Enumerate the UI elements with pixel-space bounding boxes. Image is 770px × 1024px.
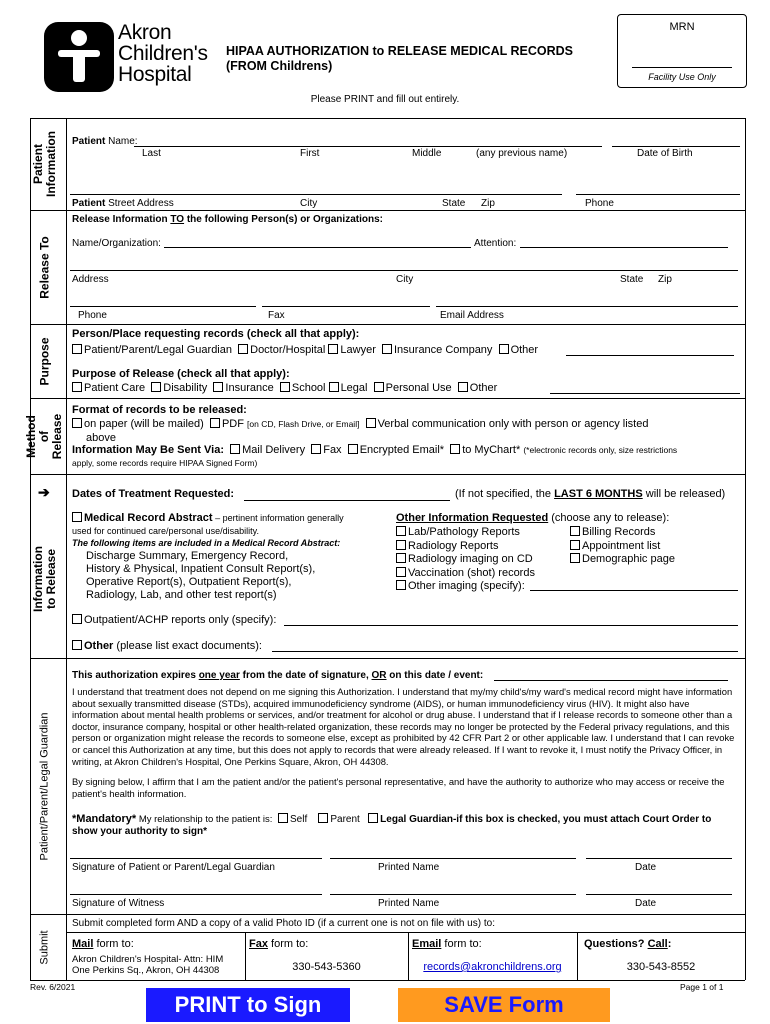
arrow-icon: ➔ <box>38 484 50 500</box>
revision-label: Rev. 6/2021 <box>30 982 76 992</box>
printed-name-label: Printed Name <box>378 862 440 873</box>
attention-label: Attention: <box>474 238 517 249</box>
street-address-label: Patient Street Address <box>72 198 174 209</box>
section-patient-parent-guardian: Patient/Parent/Legal Guardian <box>38 712 51 860</box>
checkbox-verbal[interactable]: Verbal communication only with person or agency listed <box>366 418 649 430</box>
recipient-fax-input[interactable] <box>262 306 430 307</box>
witness-date-input[interactable] <box>586 894 732 895</box>
outpatient-option[interactable]: Outpatient/ACHP reports only (specify): <box>72 614 276 626</box>
patient-phone-input[interactable] <box>576 194 740 195</box>
checkbox-fax[interactable]: Fax <box>311 444 341 456</box>
checkbox-pdf[interactable]: PDF [on CD, Flash Drive, or Email] <box>210 418 359 430</box>
fax-heading: Fax form to: <box>249 938 309 950</box>
zip-label: Zip <box>481 198 495 209</box>
dob-label: Date of Birth <box>637 148 693 159</box>
checkbox-legal[interactable]: Legal <box>329 382 368 394</box>
recipient-email-input[interactable] <box>436 306 738 307</box>
mychart-note: apply, some records require HIPAA Signed Form) <box>72 458 258 468</box>
expiration-statement: This authorization expires one year from the date of signature, OR on this date / event: <box>72 670 484 681</box>
checkbox-paper[interactable]: on paper (will be mailed) <box>72 418 204 430</box>
city-label: City <box>300 198 318 209</box>
checkbox-other-purpose[interactable]: Other <box>458 382 498 394</box>
checkbox-patient[interactable]: Patient/Parent/Legal Guardian <box>72 344 232 356</box>
guardian-continued: show your authority to sign* <box>72 826 208 837</box>
print-to-sign-button[interactable]: PRINT to Sign <box>146 988 350 1022</box>
checkbox-lawyer[interactable]: Lawyer <box>328 344 375 356</box>
recipient-zip-label: Zip <box>658 274 672 285</box>
patient-address-input[interactable] <box>70 194 562 195</box>
checkbox-school[interactable]: School <box>280 382 326 394</box>
section-submit: Submit <box>38 929 51 965</box>
logo-line1: Akron <box>118 21 172 44</box>
questions-heading: Questions? Call: <box>584 938 672 950</box>
section-purpose: Purpose <box>37 336 52 386</box>
phone-label: Phone <box>585 198 614 209</box>
form-title: HIPAA AUTHORIZATION to RELEASE MEDICAL RECORDS <box>226 44 573 58</box>
mrn-box <box>617 14 747 88</box>
signature-date-input[interactable] <box>586 858 732 859</box>
save-form-button[interactable]: SAVE Form <box>398 988 610 1022</box>
patient-name-input[interactable] <box>134 146 602 147</box>
logo-line2: Children's <box>118 42 208 65</box>
witness-printed-name-label: Printed Name <box>378 898 440 909</box>
recipient-phone-label: Phone <box>78 310 107 321</box>
other-docs-option[interactable]: Other (please list exact documents): <box>72 640 262 652</box>
print-instruction: Please PRINT and fill out entirely. <box>310 94 460 105</box>
recipient-city-label: City <box>396 274 414 285</box>
page-number: Page 1 of 1 <box>680 982 724 992</box>
medical-abstract-option[interactable]: Medical Record Abstract – pertinent information generally <box>72 512 344 524</box>
abstract-included-note: The following items are included in a Medical Record Abstract: <box>72 538 341 548</box>
name-org-input[interactable] <box>164 247 471 248</box>
middle-label: Middle <box>412 148 442 159</box>
recipient-phone-input[interactable] <box>70 306 256 307</box>
checkbox-mail[interactable]: Mail Delivery <box>230 444 305 456</box>
requester-options <box>72 344 538 356</box>
checkbox-other-imaging[interactable]: Other imaging (specify): <box>396 580 535 594</box>
patient-signature-input[interactable] <box>70 858 322 859</box>
date-label: Date <box>635 862 657 873</box>
logo-line3: Hospital <box>118 63 192 86</box>
verbal-continued: above <box>86 432 116 444</box>
mail-heading: Mail form to: <box>72 938 134 950</box>
first-label: First <box>300 148 320 159</box>
address-label: Address <box>72 274 109 285</box>
previous-name-label: (any previous name) <box>476 148 568 159</box>
printed-name-input[interactable] <box>330 858 576 859</box>
outpatient-input[interactable] <box>284 625 738 626</box>
attention-input[interactable] <box>520 247 728 248</box>
email-heading: Email form to: <box>412 938 482 950</box>
witness-signature-input[interactable] <box>70 894 322 895</box>
facility-use-label: Facility Use Only <box>648 72 716 82</box>
recipient-email-label: Email Address <box>440 310 504 321</box>
other-imaging-input[interactable] <box>530 590 738 591</box>
questions-phone: 330-543-8552 <box>626 961 696 973</box>
patient-name-label: Patient Name: <box>72 136 138 147</box>
other-purpose-input[interactable] <box>550 393 740 394</box>
section-patient-information: Patient Information <box>31 131 58 197</box>
checkbox-insurance[interactable]: Insurance Company <box>382 344 492 356</box>
checkbox-disability[interactable]: Disability <box>151 382 207 394</box>
release-heading: Release Information TO the following Person(s) or Organizations: <box>72 214 383 225</box>
recipient-fax-label: Fax <box>268 310 285 321</box>
other-info-col2 <box>570 526 675 567</box>
fax-number: 330-543-5360 <box>292 961 361 973</box>
section-method-of-release: Method of Release <box>24 413 65 459</box>
other-info-heading: Other Information Requested (choose any to release): <box>396 512 670 524</box>
logo-mark-icon <box>44 22 114 92</box>
submit-instruction: Submit completed form AND a copy of a valid Photo ID (if a current one is not on file with us) to: <box>72 918 495 929</box>
hospital-logo <box>44 22 219 94</box>
witness-label: Signature of Witness <box>72 898 165 909</box>
checkbox-insurance-purpose[interactable]: Insurance <box>213 382 273 394</box>
abstract-items: Discharge Summary, Emergency Record, History & Physical, Inpatient Consult Report(s), Operative Report(s), Outpatient Report(s), Radiology, Lab, and other test report(s) <box>86 550 316 601</box>
checkbox-self[interactable]: Self <box>278 814 307 825</box>
requester-heading: Person/Place requesting records (check all that apply): <box>72 328 360 340</box>
checkbox-vaccination[interactable]: Vaccination (shot) records <box>396 567 535 581</box>
recipient-state-label: State <box>620 274 644 285</box>
affirmation-text: By signing below, I affirm that I am the patient and/or the patient's personal representative, and have the authority to authorize who may access or receive the patient's health information. <box>72 776 725 799</box>
checkbox-personal-use[interactable]: Personal Use <box>374 382 452 394</box>
mrn-label: MRN <box>669 21 695 33</box>
email-link[interactable]: records@akronchildrens.org <box>423 961 562 973</box>
witness-date-label: Date <box>635 898 657 909</box>
purpose-options <box>72 382 497 394</box>
last-label: Last <box>142 148 161 159</box>
other-docs-input[interactable] <box>272 651 738 652</box>
checkbox-parent[interactable]: Parent <box>318 814 359 825</box>
checkbox-appointment[interactable]: Appointment list <box>570 540 675 554</box>
checkbox-demographic[interactable]: Demographic page <box>570 553 675 567</box>
other-requester-input[interactable] <box>566 355 734 356</box>
relationship-row: *Mandatory* My relationship to the patient is: Self Parent Legal Guardian-if this box is checked, you must attach Court Order to <box>72 813 712 825</box>
sent-via-options: Information May Be Sent Via: Mail Delivery Fax Encrypted Email* to MyChart* (*electronic records only, size restrictions <box>72 444 678 456</box>
section-information-to-release: Information to Release <box>31 546 58 612</box>
section-release-to: Release To <box>37 235 52 299</box>
authorization-text: I understand that treatment does not depend on me signing this Authorization. I understand that my/my child's/my ward's medical record might have information about sexually transmitted disease (STDs), acquired immunodeficiency syndrome (AIDS), or human immunodeficiency virus (HIV). It might also have information about mental health problems or services, and/or treatment for alcohol or drug abuse. I understand that if I release records to someone other than a doctor, insurance company, hospital or other health-related organization, these records may no longer be protected by the Federal privacy regulations, and this person or organization might release the records to someone else, except as prohibited by 42 CFR Part 2 or other applicable law. I understand that I can revoke or cancel this Authorization at any time, but this does not apply to records that were already released. If I want to revoke it, I must notify the Privacy Officer, in writing, at Akron Children's Hospital, One Perkins Square, Akron, OH 44308. <box>72 686 735 767</box>
purpose-heading: Purpose of Release (check all that apply): <box>72 368 290 380</box>
checkbox-doctor[interactable]: Doctor/Hospital <box>238 344 325 356</box>
mrn-input-line[interactable] <box>632 67 732 68</box>
recipient-address-input[interactable] <box>70 270 738 271</box>
checkbox-encrypted-email[interactable]: Encrypted Email* <box>348 444 444 456</box>
dob-input[interactable] <box>612 146 740 147</box>
checkbox-legal-guardian[interactable]: Legal Guardian-if this box is checked, you must attach Court Order to <box>368 814 711 825</box>
form-subtitle: (FROM Childrens) <box>226 59 333 73</box>
checkbox-radiology[interactable]: Radiology Reports <box>396 540 535 554</box>
checkbox-other-requester[interactable]: Other <box>499 344 539 356</box>
dates-of-treatment: Dates of Treatment Requested: <box>72 488 234 500</box>
state-label: State <box>442 198 466 209</box>
checkbox-patient-care[interactable]: Patient Care <box>72 382 145 394</box>
format-options <box>72 418 648 430</box>
dates-input[interactable] <box>244 500 450 501</box>
checkbox-mychart[interactable]: to MyChart* <box>450 444 520 456</box>
signature-label: Signature of Patient or Parent/Legal Guardian <box>72 862 275 873</box>
expiration-input[interactable] <box>494 680 728 681</box>
abstract-note: used for continued care/personal use/disability. <box>72 526 259 536</box>
other-info-col1 <box>396 526 535 594</box>
checkbox-lab[interactable]: Lab/Pathology Reports <box>396 526 535 540</box>
checkbox-radiology-cd[interactable]: Radiology imaging on CD <box>396 553 535 567</box>
dates-note: (If not specified, the LAST 6 MONTHS will be released) <box>455 488 726 500</box>
witness-printed-name-input[interactable] <box>330 894 576 895</box>
mail-address: Akron Children's Hospital- Attn: HIM One Perkins Sq., Akron, OH 44308 <box>72 954 224 976</box>
checkbox-billing[interactable]: Billing Records <box>570 526 675 540</box>
name-org-label: Name/Organization: <box>72 238 161 249</box>
format-heading: Format of records to be released: <box>72 404 247 416</box>
